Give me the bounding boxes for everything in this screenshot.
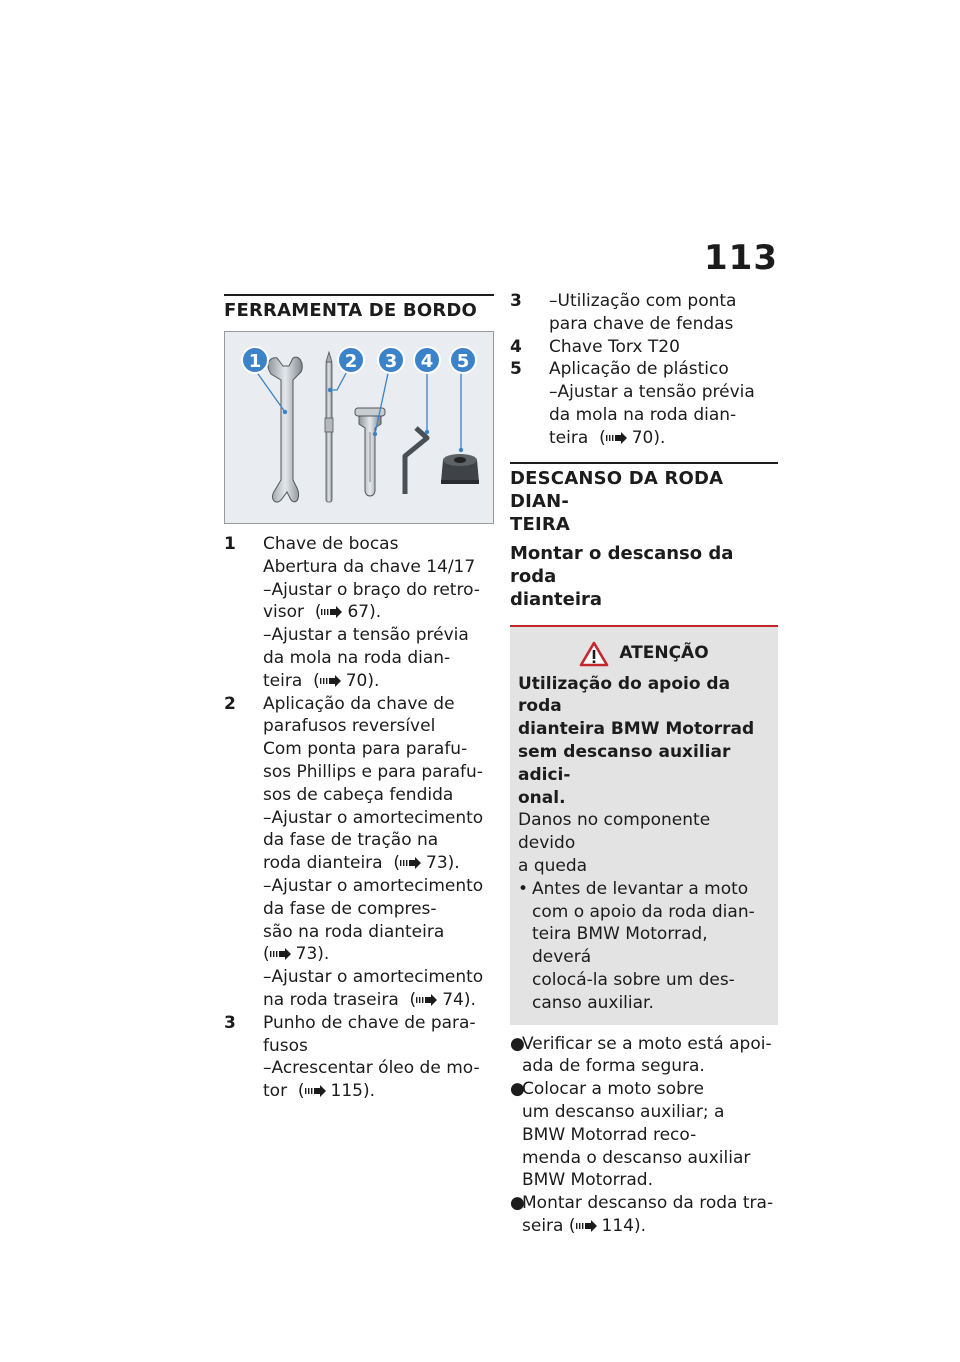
plastic-adapter-icon	[441, 454, 479, 484]
warning-triangle-icon	[579, 641, 609, 667]
section-title: DESCANSO DA RODA DIAN- TEIRA	[510, 467, 724, 535]
svg-text:3: 3	[384, 351, 398, 372]
item-action: –Ajustar a tensão prévia da mola na roda dian- teira ( 70).	[549, 382, 755, 448]
warning-title: ATENÇÃO	[619, 643, 709, 664]
item-text: sos Phillips e para parafu-	[263, 761, 483, 782]
item-text: parafusos reversível	[263, 716, 436, 737]
page-reference[interactable]: ( 74).	[398, 989, 476, 1010]
left-column	[224, 294, 494, 1103]
svg-text:5: 5	[456, 351, 470, 372]
procedure-step: ● Montar descanso da roda tra- seira ( 114).	[510, 1193, 774, 1236]
page-reference[interactable]: ( 73).	[263, 944, 330, 965]
item-number: 3	[510, 291, 522, 311]
item-number: 5	[510, 359, 522, 380]
callout-2	[338, 347, 364, 373]
procedure-steps	[510, 1033, 778, 1238]
tool-item	[224, 693, 494, 1012]
right-column	[510, 290, 778, 1238]
page-reference[interactable]: ( 115).	[287, 1081, 375, 1102]
page-reference[interactable]: ( 73).	[382, 853, 460, 874]
procedure-step: ● Verificar se a moto está apoi- ada de forma segura.	[510, 1033, 772, 1077]
item-text: Punho de chave de para-	[263, 1012, 476, 1033]
tool-item	[510, 336, 778, 359]
wrench-icon	[268, 357, 302, 502]
section-title: FERRAMENTA DE BORDO	[224, 300, 478, 321]
tool-list-continued	[510, 290, 778, 450]
bullet-icon: ●	[510, 1193, 525, 1214]
reference-arrow-icon	[606, 432, 628, 444]
item-action: –Ajustar o braço do retro- visor ( 67).	[263, 579, 480, 623]
reference-arrow-icon	[416, 994, 438, 1006]
toolkit-image	[225, 332, 493, 523]
item-text: Chave Torx T20	[549, 336, 680, 357]
item-number: 4	[510, 336, 522, 357]
item-text: Aplicação de plástico	[549, 359, 729, 380]
warning-heading: Utilização do apoio da roda dianteira BMW Motorrad sem descanso auxiliar adici- onal.	[518, 673, 755, 808]
reference-arrow-icon	[305, 1085, 327, 1097]
item-text: fusos	[263, 1035, 308, 1056]
warning-bullet: • Antes de levantar a moto com o apoio da roda dian- teira BMW Motorrad, deverá colocá-la sobre um des- canso auxiliar.	[518, 878, 755, 1013]
page-reference[interactable]: ( 70).	[588, 427, 666, 448]
tool-item	[510, 358, 778, 449]
toolkit-illustration	[224, 331, 494, 524]
page-number: 113	[704, 238, 778, 278]
item-number: 3	[224, 1012, 236, 1033]
svg-text:2: 2	[344, 351, 358, 372]
tool-list	[224, 533, 494, 1103]
warning-box	[510, 625, 778, 1025]
reference-arrow-icon	[400, 857, 422, 869]
tool-item	[224, 1012, 494, 1103]
reference-arrow-icon	[321, 606, 343, 618]
bullet-icon: ●	[510, 1033, 525, 1054]
subsection-title: Montar o descanso da roda dianteira	[510, 542, 734, 610]
item-action: –Ajustar o amortecimento na roda traseira ( 74).	[263, 967, 484, 1010]
item-action: –Utilização com ponta para chave de fendas	[549, 291, 737, 334]
reference-arrow-icon	[320, 675, 342, 687]
item-number: 2	[224, 693, 236, 714]
svg-text:4: 4	[420, 351, 434, 372]
tool-item	[510, 290, 778, 336]
item-action: –Ajustar o amortecimento da fase de compres- são na roda dianteira ( 73).	[263, 875, 484, 965]
item-action: –Acrescentar óleo de mo- tor ( 115).	[263, 1058, 480, 1102]
item-text: sos de cabeça fendida	[263, 784, 454, 805]
page-reference[interactable]: ( 114).	[563, 1215, 646, 1236]
torx-key-icon	[405, 428, 427, 494]
bullet-icon: ●	[510, 1079, 525, 1100]
procedure-step: ● Colocar a moto sobre um descanso auxiliar; a BMW Motorrad reco- menda o descanso auxiliar BMW Motorrad.	[510, 1079, 751, 1191]
callout-3	[378, 347, 404, 373]
item-text: Chave de bocas	[263, 534, 399, 554]
item-text: Aplicação da chave de	[263, 693, 455, 714]
item-text: Abertura da chave 14/17	[263, 556, 476, 577]
page-reference[interactable]: ( 67).	[304, 602, 382, 623]
svg-text:1: 1	[248, 351, 262, 372]
reference-arrow-icon	[270, 948, 292, 960]
page-reference[interactable]: ( 70).	[302, 670, 380, 691]
item-text: Com ponta para parafu-	[263, 739, 468, 760]
item-action: –Ajustar a tensão prévia da mola na roda dian- teira ( 70).	[263, 625, 469, 691]
tool-item	[224, 533, 494, 693]
callout-4	[414, 347, 440, 373]
item-action: –Ajustar o amortecimento da fase de tração na roda dianteira ( 73).	[263, 807, 484, 874]
callout-1	[242, 347, 268, 373]
reference-arrow-icon	[576, 1220, 598, 1232]
item-number: 1	[224, 534, 236, 554]
callout-5	[450, 347, 476, 373]
warning-text: Danos no componente devido a queda	[518, 810, 711, 876]
